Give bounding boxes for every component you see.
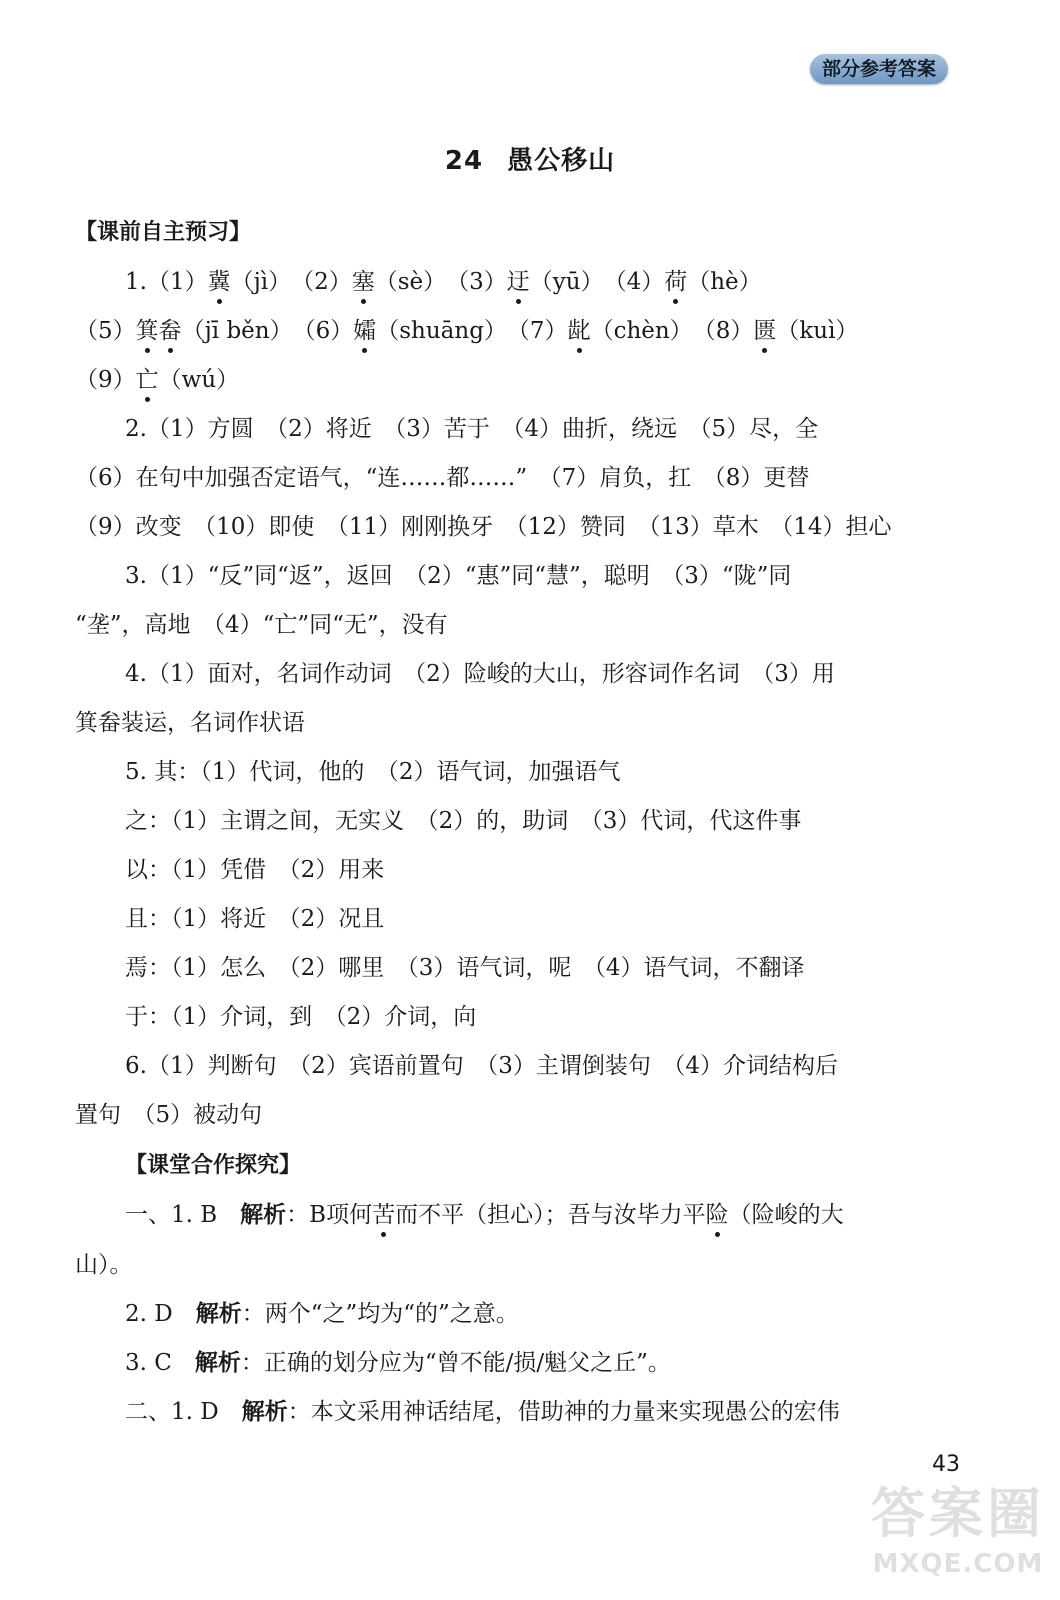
dotted-char: 匮 [753, 315, 776, 347]
item-number: （5） [75, 318, 136, 344]
page-number: 43 [932, 1452, 960, 1477]
watermark-logo [858, 1482, 1058, 1594]
q2-line-3: （9）改变 （10）即使 （11）刚刚换牙 （12）赞同 （13）草木 （14）担心 [75, 514, 892, 540]
item-number: （2） [279, 269, 352, 295]
pinyin: （jì） [230, 269, 280, 295]
dotted-char: 险 [706, 1199, 729, 1231]
item-number: （7） [495, 318, 568, 344]
dotted-char: 迂 [507, 266, 530, 298]
q5-line-zhi: 之：（1）主谓之间，无实义 （2）的，助词 （3）代词，代这件事 [125, 808, 802, 834]
q1-line-3 [75, 364, 955, 396]
analysis-label: 解析 [240, 1202, 287, 1228]
pinyin: （wú） [158, 367, 240, 393]
analysis-text: ：正确的划分应为“曾不能/损/魁父之丘”。 [240, 1350, 671, 1376]
item-number: （9） [75, 367, 136, 393]
analysis-label: 解析 [194, 1350, 241, 1376]
lesson-title [0, 140, 1060, 177]
analysis-text: （险峻的大 [728, 1202, 844, 1228]
q4-line-2: 箕畚装运，名词作状语 [75, 710, 305, 736]
answer-number: 一、1. B [125, 1202, 241, 1228]
q1-line-1 [125, 266, 955, 298]
pinyin: （yū） [529, 269, 593, 295]
answer-number: 2. D [125, 1301, 196, 1327]
q5-line-yu: 于：（1）介词，到 （2）介词，向 [125, 1004, 477, 1030]
dotted-char: 苦 [372, 1199, 395, 1231]
analysis-label: 解析 [241, 1399, 288, 1425]
item-number: （4） [592, 269, 665, 295]
analysis-3 [125, 1347, 955, 1379]
analysis-text: ：B项何 [286, 1202, 373, 1228]
dotted-char: 塞 [352, 266, 375, 298]
pinyin: （jī běn） [181, 318, 282, 344]
analysis-text: ：本文采用神话结尾，借助神的力量来实现愚公的宏伟 [287, 1399, 840, 1425]
answer-section-badge: 部分参考答案 [810, 54, 948, 84]
item-number: （3） [434, 269, 507, 295]
analysis-text: 而不平（担心）；吾与汝毕力平 [395, 1202, 706, 1228]
pinyin: （sè） [374, 269, 435, 295]
q5-line-yan: 焉：（1）怎么 （2）哪里 （3）语气词，呢 （4）语气词，不翻译 [125, 955, 805, 981]
dotted-char: 亡 [136, 364, 159, 396]
item-number: （6） [281, 318, 354, 344]
pinyin: （chèn） [590, 318, 682, 344]
pinyin: （shuāng） [376, 318, 496, 344]
dotted-char: 荷 [664, 266, 687, 298]
dotted-char: 龀 [568, 315, 591, 347]
watermark-url: MXQE.COM [872, 1549, 1044, 1579]
answer-number: 3. C [125, 1350, 195, 1376]
dotted-char: 畚 [159, 315, 182, 347]
lesson-name: 愚公移山 [507, 146, 616, 176]
q2-line-1: 2.（1）方圆 （2）将近 （3）苦于 （4）曲折，绕远 （5）尽，全 [125, 416, 819, 442]
q1-line-2 [75, 315, 955, 347]
section-heading-class: 【课堂合作探究】 [125, 1153, 302, 1178]
q4-line-1: 4.（1）面对，名词作动词 （2）险峻的大山，形容词作名词 （3）用 [125, 661, 835, 687]
q1-number: 1.（1） [125, 269, 208, 295]
q5-line-qie: 且：（1）将近 （2）况且 [125, 906, 385, 932]
dotted-char: 箕 [136, 315, 159, 347]
watermark-text: 答案圈 [871, 1482, 1045, 1545]
analysis-1-line-1 [125, 1199, 955, 1231]
dotted-char: 孀 [353, 315, 376, 347]
analysis-label: 解析 [195, 1301, 242, 1327]
lesson-number: 24 [444, 146, 484, 176]
section-heading-preview: 【课前自主预习】 [75, 220, 252, 245]
q6-line-1: 6.（1）判断句 （2）宾语前置句 （3）主谓倒装句 （4）介词结构后 [125, 1053, 838, 1079]
analysis-b1 [125, 1396, 955, 1428]
q5-line-yi: 以：（1）凭借 （2）用来 [125, 857, 385, 883]
q3-line-2: “垄”，高地 （4）“亡”同“无”，没有 [75, 612, 448, 638]
analysis-1-line-2: 山）。 [75, 1252, 133, 1278]
analysis-2 [125, 1298, 955, 1330]
item-number: （8） [681, 318, 754, 344]
dotted-char: 冀 [208, 266, 231, 298]
pinyin: （kuì） [776, 318, 859, 344]
q5-line-qi: 5. 其：（1）代词，他的 （2）语气词，加强语气 [125, 759, 621, 785]
q2-line-2: （6）在句中加强否定语气，“连……都……” （7）肩负，扛 （8）更替 [75, 465, 810, 491]
pinyin: （hè） [687, 269, 762, 295]
q3-line-1: 3.（1）“反”同“返”，返回 （2）“惠”同“慧”，聪明 （3）“陇”同 [125, 563, 792, 589]
q6-line-2: 置句 （5）被动句 [75, 1102, 263, 1128]
analysis-text: ：两个“之”均为“的”之意。 [241, 1301, 519, 1327]
answer-number: 二、1. D [125, 1399, 242, 1425]
